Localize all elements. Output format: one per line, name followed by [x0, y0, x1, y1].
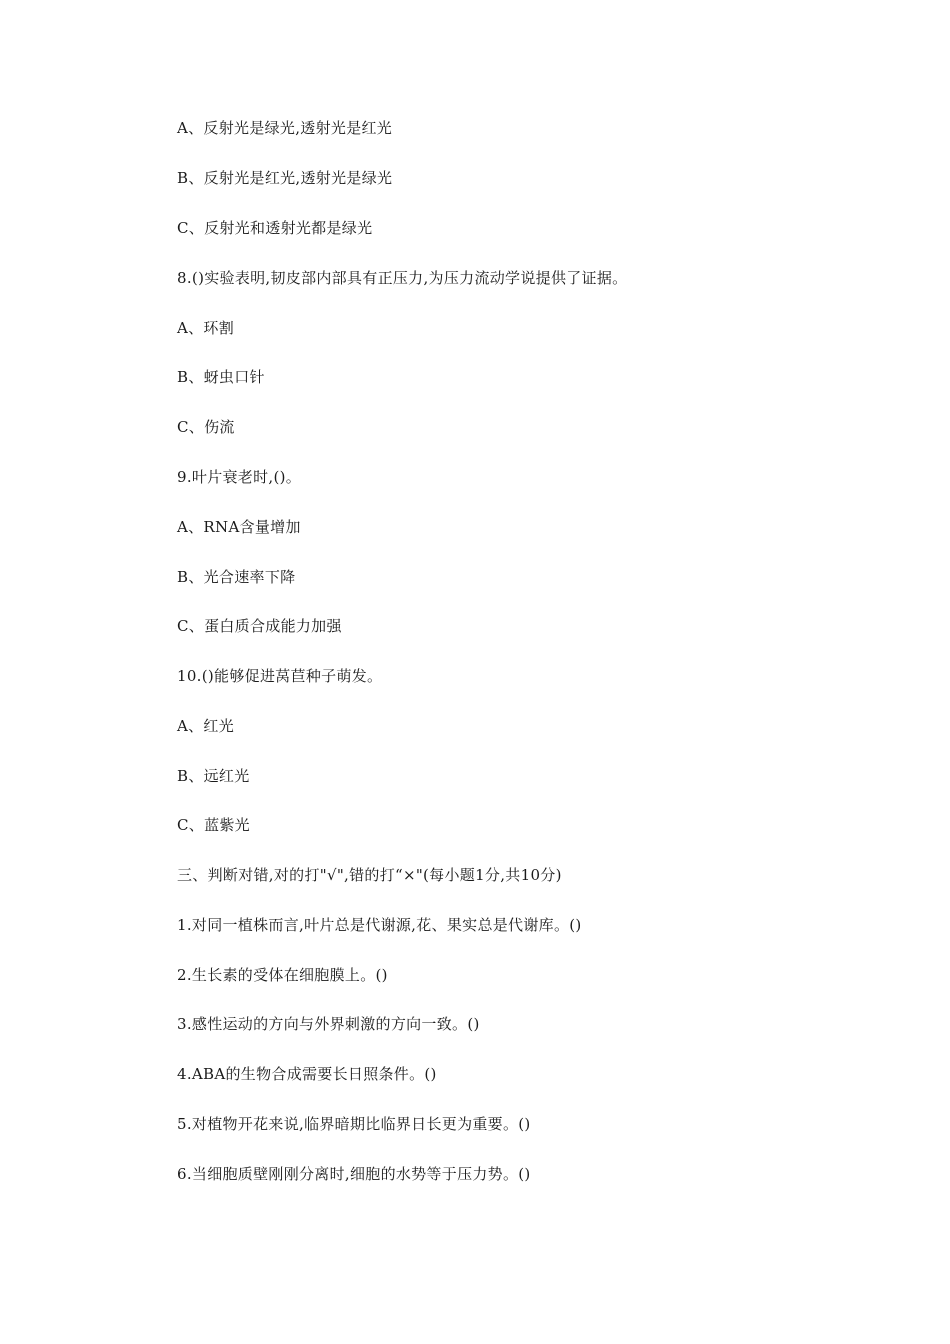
option-7c: C、反射光和透射光都是绿光	[177, 219, 373, 237]
section-3-heading: 三、判断对错,对的打"√",错的打“×"(每小题1分,共10分)	[177, 866, 562, 884]
true-false-item-5: 5.对植物开花来说,临界暗期比临界日长更为重要。()	[177, 1115, 531, 1133]
option-10a: A、红光	[177, 717, 235, 735]
option-9a: A、RNA含量增加	[177, 518, 301, 536]
option-8b: B、蚜虫口针	[177, 368, 265, 386]
option-9b: B、光合速率下降	[177, 568, 296, 586]
question-8: 8.()实验表明,韧皮部内部具有正压力,为压力流动学说提供了证据。	[177, 269, 628, 287]
option-7a: A、反射光是绿光,透射光是红光	[177, 119, 393, 137]
option-8c: C、伤流	[177, 418, 235, 436]
true-false-item-4: 4.ABA的生物合成需要长日照条件。()	[177, 1065, 437, 1083]
true-false-item-3: 3.感性运动的方向与外界刺激的方向一致。()	[177, 1015, 480, 1033]
option-8a: A、环割	[177, 319, 235, 337]
option-10b: B、远红光	[177, 767, 250, 785]
option-9c: C、蛋白质合成能力加强	[177, 617, 342, 635]
true-false-item-6: 6.当细胞质壁刚刚分离时,细胞的水势等于压力势。()	[177, 1165, 531, 1183]
true-false-item-1: 1.对同一植株而言,叶片总是代谢源,花、果实总是代谢库。()	[177, 916, 582, 934]
option-7b: B、反射光是红光,透射光是绿光	[177, 169, 393, 187]
option-10c: C、蓝紫光	[177, 816, 250, 834]
question-9: 9.叶片衰老时,()。	[177, 468, 302, 486]
question-10: 10.()能够促进莴苣种子萌发。	[177, 667, 383, 685]
true-false-item-2: 2.生长素的受体在细胞膜上。()	[177, 966, 388, 984]
